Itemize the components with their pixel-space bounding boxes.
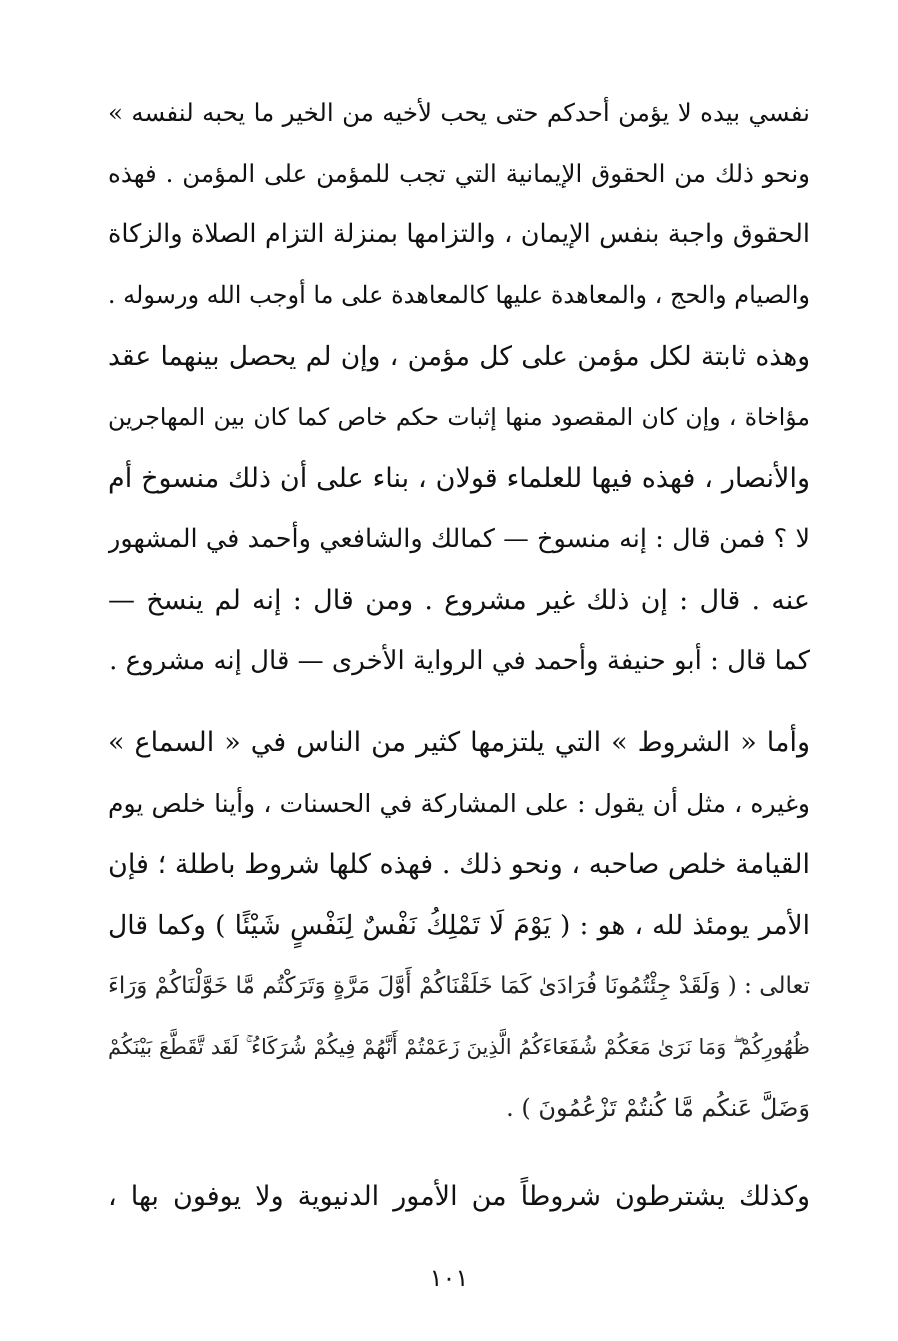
text-line: الحقوق واجبة بنفس الإيمان ، والتزامها بمنزلة التزام الصلاة والزكاة — [108, 219, 810, 249]
text-line: الأمر يومئذ لله ، هو : ( يَوْمَ لَا تَمْلِكُ نَفْسٌ لِنَفْسٍ شَيْئًا ) وكما قال — [108, 910, 810, 941]
quran-verse-line: تعالى : ( وَلَقَدْ جِئْتُمُونَا فُرَادَىٰ كَمَا خَلَقْنَاكُمْ أَوَّلَ مَرَّةٍ وَتَرَكْتُم مَّا خَوَّلْنَاكُمْ وَرَاءَ — [108, 973, 810, 999]
text-line: ونحو ذلك من الحقوق الإيمانية التي تجب للمؤمن على المؤمن . فهذه — [108, 159, 810, 188]
text-line: مؤاخاة ، وإن كان المقصود منها إثبات حكم خاص كما كان بين المهاجرين — [108, 403, 810, 431]
text-line: لا ؟ فمن قال : إنه منسوخ — كمالك والشافعي وأحمد في المشهور — [108, 524, 810, 554]
text-line: وهذه ثابتة لكل مؤمن على كل مؤمن ، وإن لم يحصل بينهما عقد — [108, 341, 810, 372]
text-line: والأنصار ، فهذه فيها للعلماء قولان ، بناء على أن ذلك منسوخ أم — [108, 463, 810, 494]
text-line: القيامة خلص صاحبه ، ونحو ذلك . فهذه كلها شروط باطلة ؛ فإن — [108, 849, 810, 880]
text-line: والصيام والحج ، والمعاهدة عليها كالمعاهدة على ما أوجب الله ورسوله . — [108, 281, 810, 309]
paragraph-3 — [108, 1166, 810, 1227]
text-line: عنه . قال : إن ذلك غير مشروع . ومن قال : إنه لم ينسخ — — [108, 585, 810, 616]
text-line: وغيره ، مثل أن يقول : على المشاركة في الحسنات ، وأينا خلص يوم — [108, 789, 810, 818]
text-line: نفسي بيده لا يؤمن أحدكم حتى يحب لأخيه من الخير ما يحبه لنفسه » — [108, 98, 810, 127]
text-line: وأما « الشروط » التي يلتزمها كثير من الناس في « السماع » — [108, 727, 810, 758]
quran-verse-line: ظُهُورِكُمْ ۖ وَمَا نَرَىٰ مَعَكُمْ شُفَعَاءَكُمُ الَّذِينَ زَعَمْتُمْ أَنَّهُمْ فِيكُمْ شُرَكَاءُ ۚ لَقَد تَّقَطَّعَ بَيْنَكُمْ — [108, 1035, 810, 1059]
paragraph-1 — [108, 82, 810, 692]
paragraph-2 — [108, 712, 810, 1139]
text-line: وكذلك يشترطون شروطاً من الأمور الدنيوية ولا يوفون بها ، — [108, 1181, 810, 1212]
text-line: كما قال : أبو حنيفة وأحمد في الرواية الأخرى — قال إنه مشروع . — [109, 646, 810, 676]
page-number: ١٠١ — [429, 1264, 469, 1292]
quran-verse-line: وَضَلَّ عَنكُم مَّا كُنتُمْ تَزْعُمُونَ ) . — [506, 1094, 810, 1122]
